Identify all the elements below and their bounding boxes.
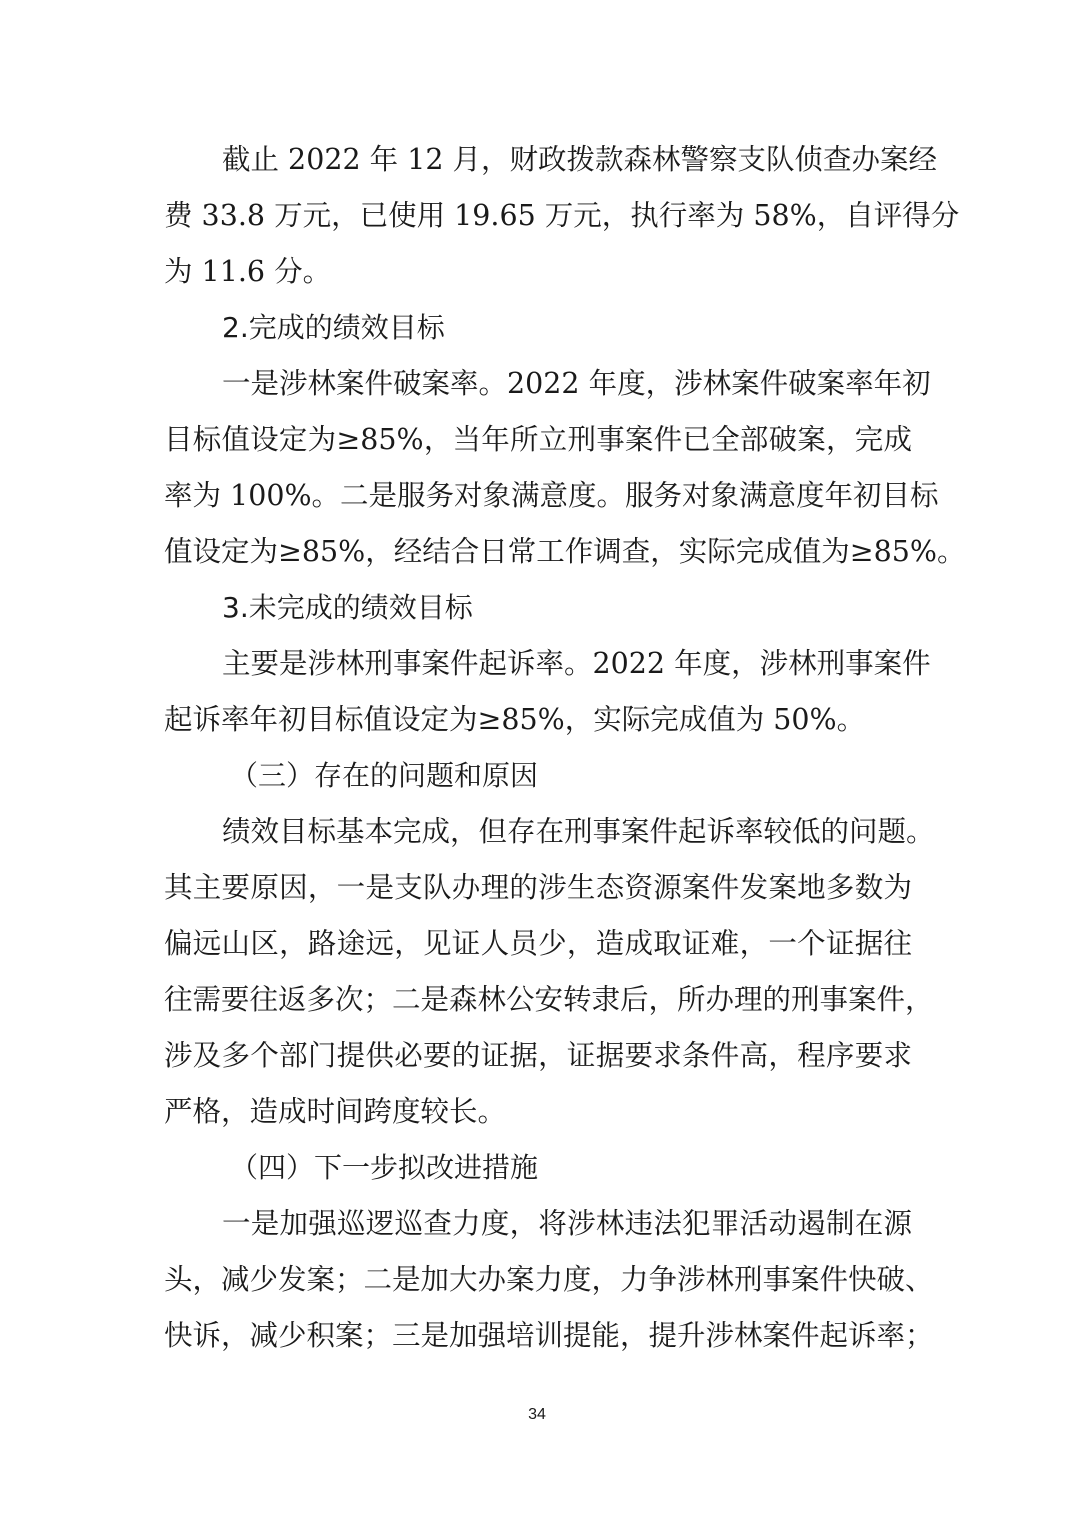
paragraph-line: 费 33.8 万元，已使用 19.65 万元，执行率为 58%，自评得分 xyxy=(164,199,960,232)
paragraph-line: 绩效目标基本完成，但存在刑事案件起诉率较低的问题。 xyxy=(222,815,935,848)
paragraph-line: 快诉，减少积案；三是加强培训提能，提升涉林案件起诉率； xyxy=(164,1319,934,1352)
paragraph-line: 严格，造成时间跨度较长。 xyxy=(164,1095,507,1128)
paragraph-line: 头，减少发案；二是加大办案力度，力争涉林刑事案件快破、 xyxy=(164,1263,934,1296)
section-heading: 2.完成的绩效目标 xyxy=(222,311,445,344)
page-number: 34 xyxy=(528,1406,546,1423)
section-heading: （四）下一步拟改进措施 xyxy=(230,1151,539,1184)
paragraph-line: 为 11.6 分。 xyxy=(164,255,332,288)
paragraph-line: 其主要原因，一是支队办理的涉生态资源案件发案地多数为 xyxy=(164,871,912,904)
paragraph-line: 往需要往返多次；二是森林公安转隶后，所办理的刑事案件， xyxy=(164,983,934,1016)
paragraph-line: 值设定为≥85%，经结合日常工作调查，实际完成值为≥85%。 xyxy=(164,535,966,568)
paragraph-line: 涉及多个部门提供必要的证据，证据要求条件高，程序要求 xyxy=(164,1039,912,1072)
section-heading: （三）存在的问题和原因 xyxy=(230,759,539,792)
paragraph-line: 率为 100%。二是服务对象满意度。服务对象满意度年初目标 xyxy=(164,479,939,512)
section-heading: 3.未完成的绩效目标 xyxy=(222,591,473,624)
paragraph-line: 目标值设定为≥85%，当年所立刑事案件已全部破案，完成 xyxy=(164,423,912,456)
paragraph-line: 主要是涉林刑事案件起诉率。2022 年度，涉林刑事案件 xyxy=(222,647,931,680)
paragraph-line: 偏远山区，路途远，见证人员少，造成取证难，一个证据往 xyxy=(164,927,912,960)
paragraph-line: 一是涉林案件破案率。2022 年度，涉林案件破案率年初 xyxy=(222,367,931,400)
paragraph-line: 起诉率年初目标值设定为≥85%，实际完成值为 50%。 xyxy=(164,703,866,736)
paragraph-line: 一是加强巡逻巡查力度，将涉林违法犯罪活动遏制在源 xyxy=(222,1207,912,1240)
paragraph-line: 截止 2022 年 12 月，财政拨款森林警察支队侦查办案经 xyxy=(222,143,938,176)
